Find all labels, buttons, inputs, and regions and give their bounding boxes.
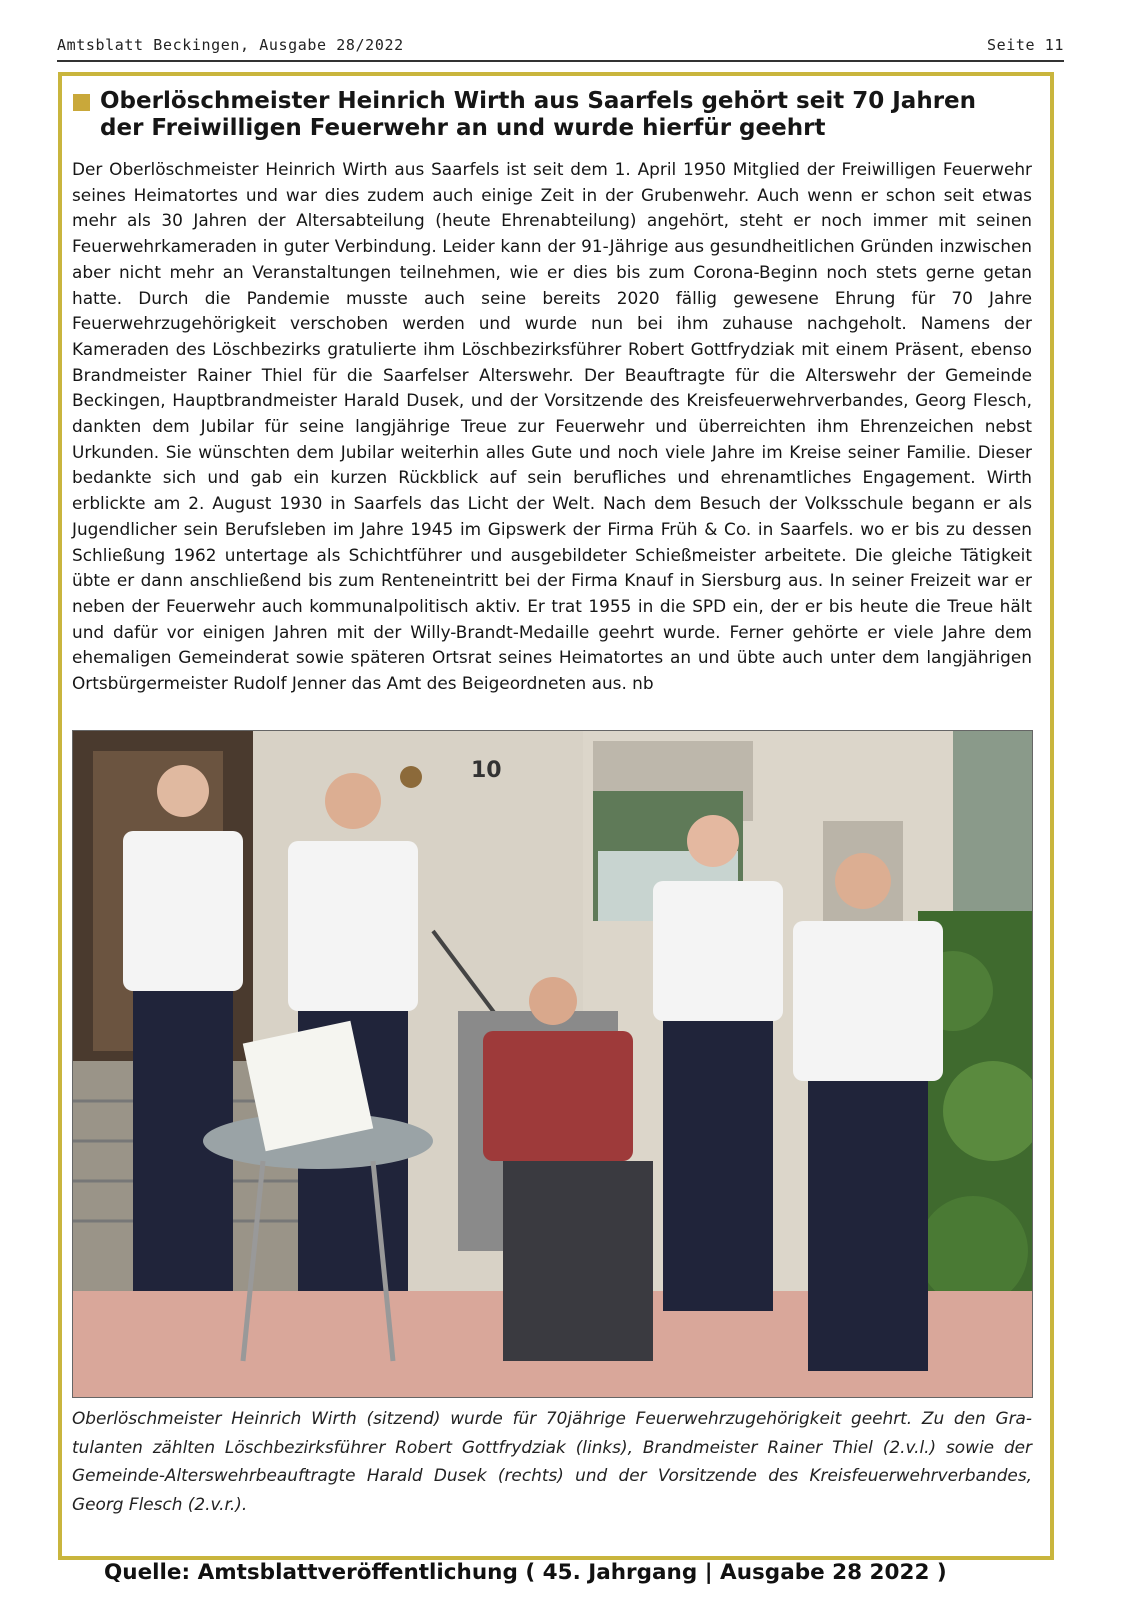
article-headline <box>100 88 1040 142</box>
running-head <box>57 36 1064 58</box>
photo-caption: Oberlöschmeister Heinrich Wirth (sitzend) wurde für 70jährige Feuerwehrzugehörigkeit geehrt. Zu den Gratulanten zählten Löschbezirksführer Robert Gottfrydziak (links), Brandmeister Rainer Thiel (2.v.l.) sowie der Gemeinde-Alterswehrbeauftragte Harald Dusek (rechts) und der Vorsitzende des Kreisfeuerwehrverbandes, Georg Flesch (2.v.r.). <box>72 1408 1032 1514</box>
headline-line-1: Oberlöschmeister Heinrich Wirth aus Saarfels gehört seit 70 Jahren <box>100 88 977 114</box>
certificate <box>243 1021 373 1151</box>
article-body: Der Oberlöschmeister Heinrich Wirth aus Saarfels ist seit dem 1. April 1950 Mitglied der Freiwilligen Feuerwehr seines Heimatortes und war dies zudem auch einige Zeit in der Grubenwehr. Auch wenn er schon seit etwas mehr als 30 Jahren der Altersabteilung (heute Ehrenabteilung) angehört, steht er noch immer mit seinen Feuerwehrkameraden in guter Verbindung. Leider kann der 91-Jährige aus gesundheitlichen Gründen inzwischen aber nicht mehr an Veranstaltungen teilnehmen, wie er dies bis zum Corona-Beginn noch stets gerne getan hatte. Durch die Pandemie musste auch seine bereits 2020 fällig gewesene Ehrung für 70 Jahre Feuerwehrzugehörigkeit verschoben werden und wurde nun bei ihm zuhause nachgeholt. Namens der Kameraden des Löschbezirks gratulierte ihm Löschbezirksführer Robert Gottfrydziak mit einem Präsent, ebenso Brandmeister Rainer Thiel für die Saarfelser Alterswehr. Der Beauftragte für die Alterswehr der Gemeinde Beckingen, Hauptbrandmeister Harald Dusek, und der Vorsitzende des Kreisfeuerwehrverbandes, Georg Flesch, dankten dem Jubilar für seine langjährige Treue zur Feuerwehr und überreichten ihm Ehrenzeichen nebst Urkunden. Sie wünschten dem Jubilar weiterhin alles Gute und noch viele Jahre im Kreise seiner Familie. Dieser bedankte sich und gab ein kurzen Rückblick auf sein berufliches und ehrenamtliches Engagement. Wirth erblickte am 2. August 1930 in Saarfels das Licht der Welt. Nach dem Besuch der Volksschule begann er als Jugendlicher sein Berufsleben im Jahre 1945 im Gipswerk der Firma Früh & Co. in Saarfels. wo er bis zu dessen Schließung 1962 untertage als Schichtführer und ausgebildeter Schießmeister arbeitete. Die gleiche Tätigkeit übte er dann anschließend bis zum Renteneintritt bei der Firma Knauf in Siersburg aus. In seiner Freizeit war er neben der Feuerwehr auch kommunalpolitisch aktiv. Er trat 1955 in die SPD ein, der er bis heute die Treue hält und dafür vor einigen Jahren mit der Willy-Brandt-Medaille geehrt wurde. Ferner gehörte er viele Jahre dem ehemaligen Gemeinderat sowie späteren Ortsrat seines Heimatortes an und übte auch unter dem langjährigen Ortsbürgermeister Rudolf Jenner das Amt des Beigeordneten aus. nb <box>72 159 1032 694</box>
article-photo <box>72 730 1033 1398</box>
person-left <box>123 765 243 1291</box>
headline-line-2: der Freiwilligen Feuerwehr an und wurde hierfür geehrt <box>100 115 826 141</box>
publication-title: Amtsblatt Beckingen, Ausgabe 28/2022 <box>57 36 404 54</box>
page-number: Seite 11 <box>986 36 1064 54</box>
header-rule <box>57 60 1064 62</box>
headline-square-icon <box>73 94 90 111</box>
source-line: Quelle: Amtsblattveröffentlichung ( 45. Jahrgang | Ausgabe 28 2022 ) <box>104 1560 947 1585</box>
house-number: 10 <box>471 758 502 783</box>
photo-illustration <box>73 731 1032 1397</box>
person-right <box>793 853 943 1371</box>
person-second-right <box>653 815 783 1311</box>
